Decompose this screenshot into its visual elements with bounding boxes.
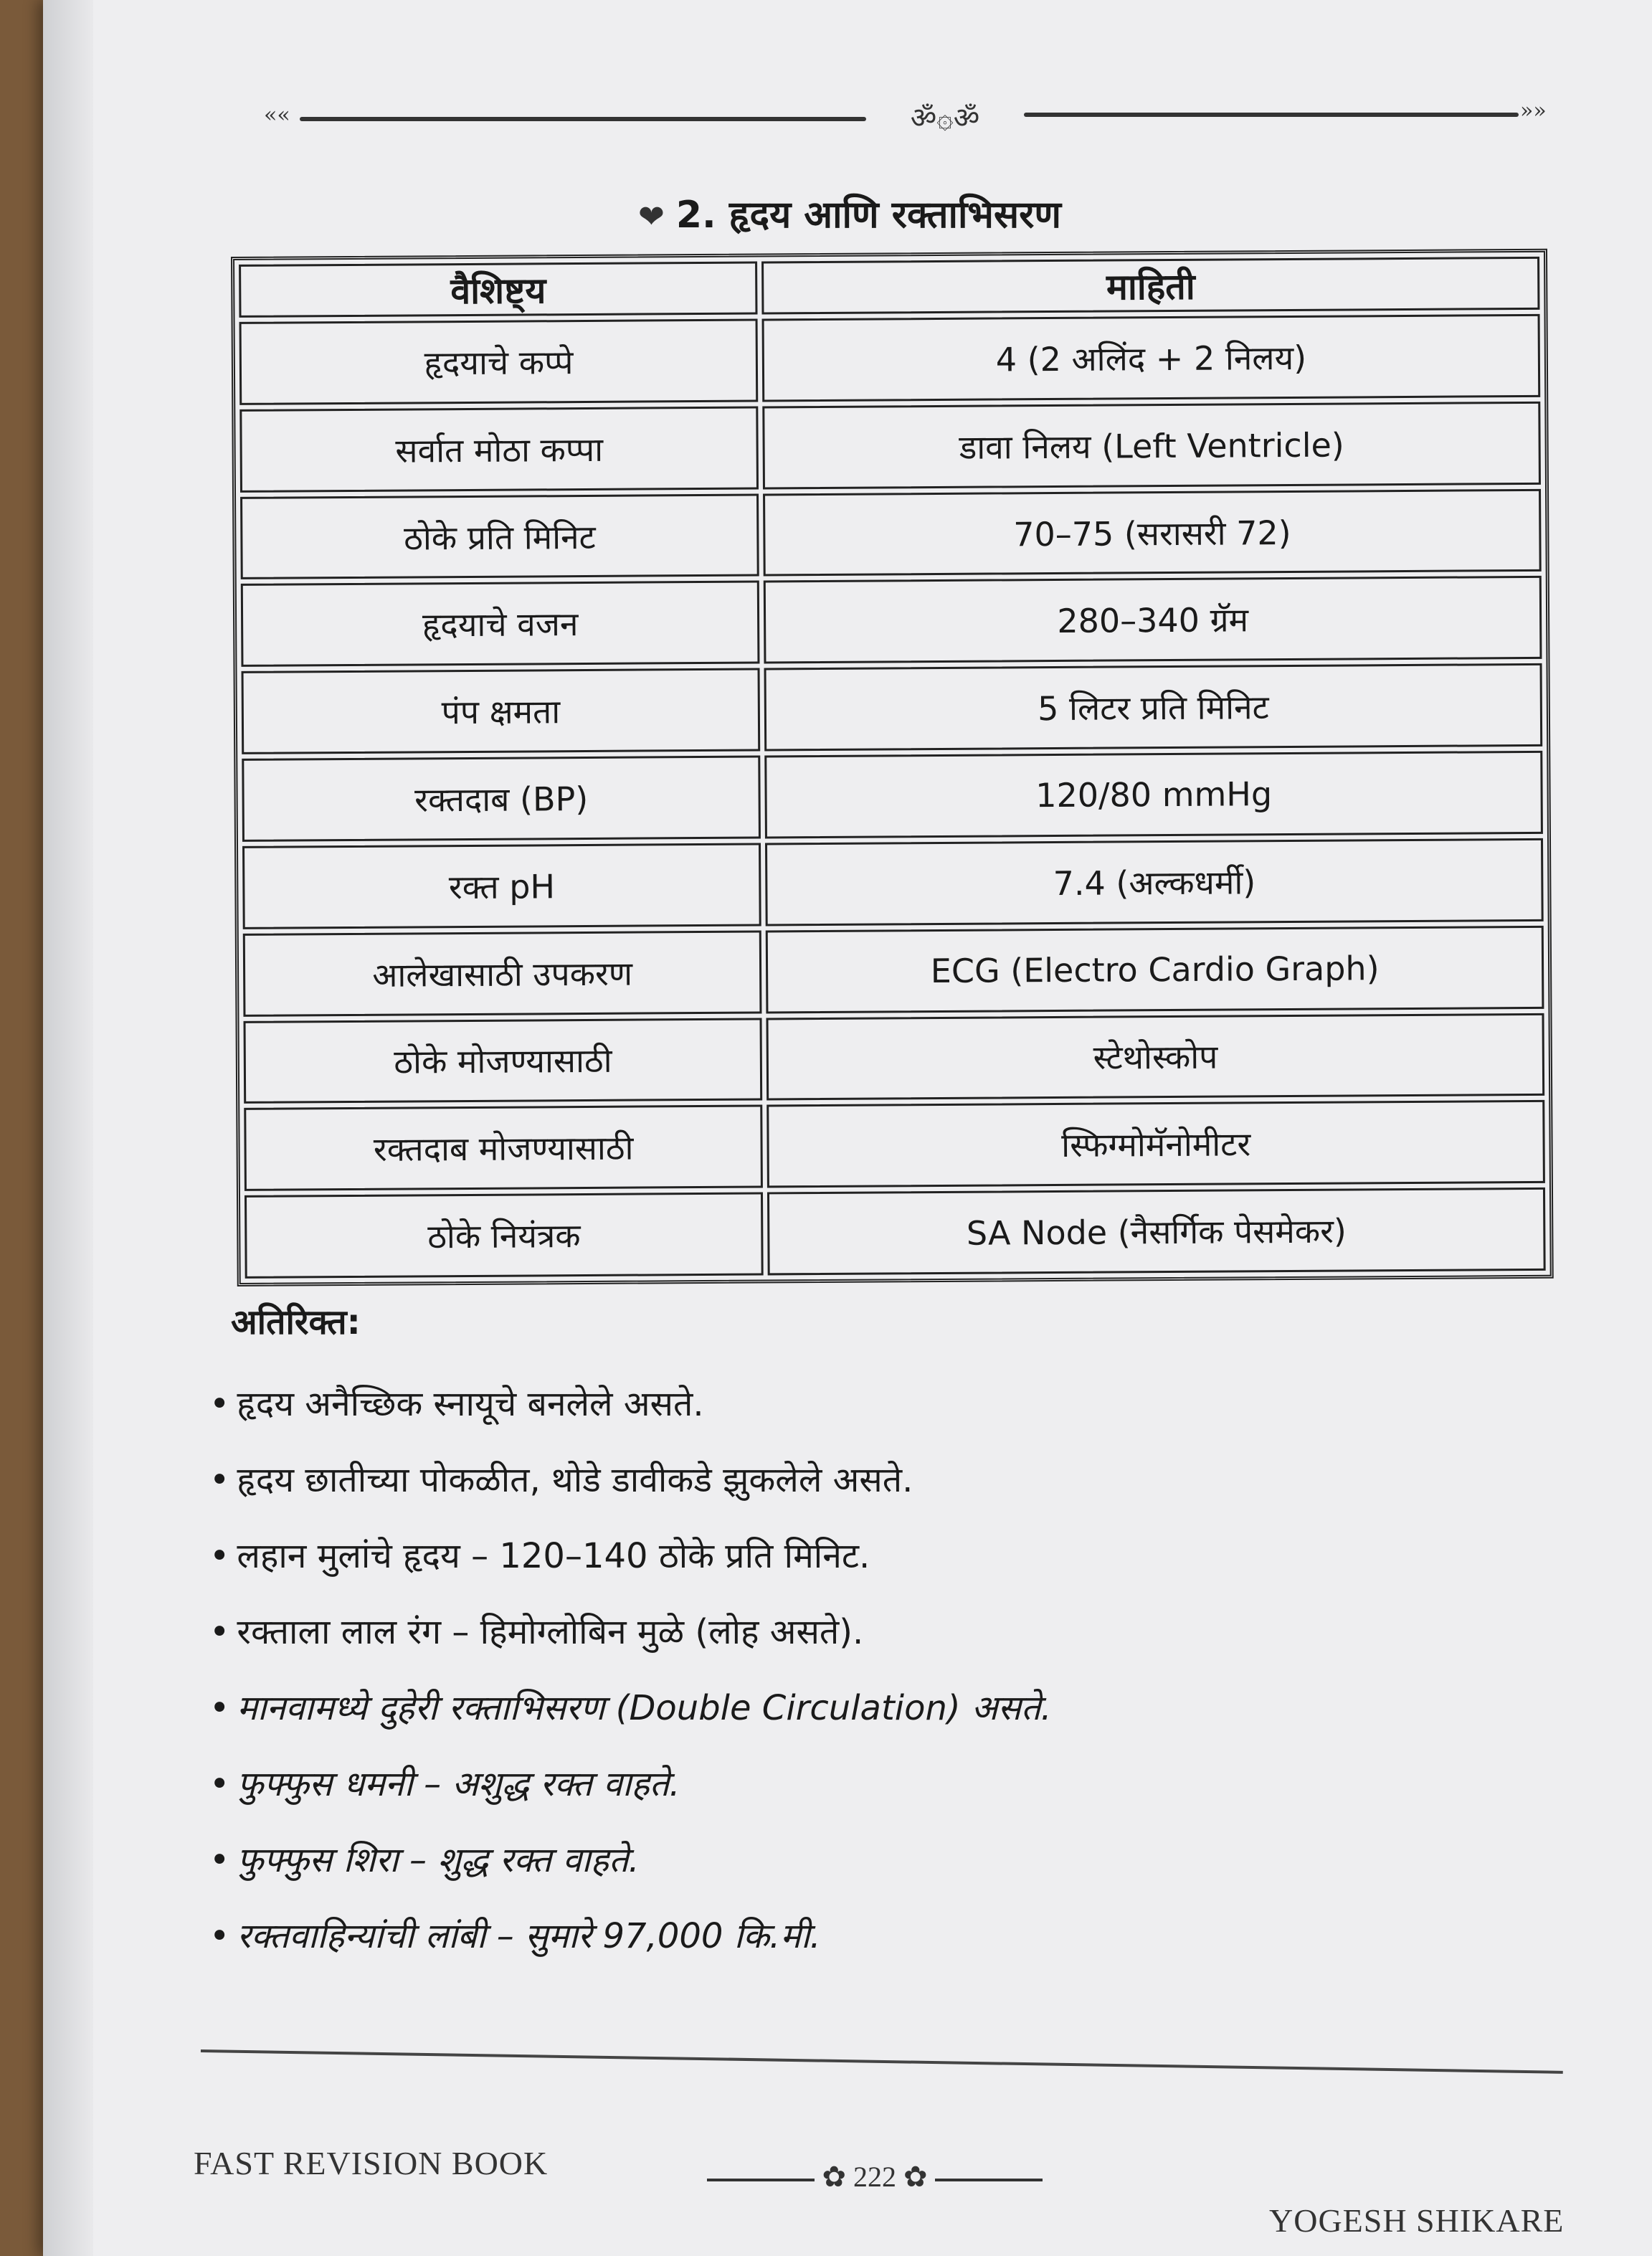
footer-divider [201, 2049, 1563, 2074]
section-title: 2. हृदय आणि रक्ताभिसरण [675, 194, 1061, 237]
table-cell-info: ECG (Electro Cardio Graph) [766, 926, 1544, 1013]
list-item-text: लहान मुलांचे हृदय – 120–140 ठोके प्रति मिनिट. [237, 1536, 870, 1576]
heart-icon: ❤ [638, 199, 665, 235]
table-cell-info: डावा निलय (Left Ventricle) [762, 402, 1540, 489]
list-item: • मानवामध्ये दुहेरी रक्ताभिसरण (Double Circulation) असते. [209, 1688, 1052, 1728]
table-row [244, 1013, 1545, 1104]
table-cell-info: SA Node (नैसर्गिक पेसमेकर) [767, 1188, 1546, 1275]
table-cell-feature: रक्तदाब (BP) [242, 756, 761, 842]
ornament-center: ॐ۞ॐ [910, 102, 980, 135]
table-cell-info: 5 लिटर प्रति मिनिट [764, 663, 1542, 751]
list-item-text: रक्तवाहिन्यांची लांबी – सुमारे 97,000 कि.मी. [237, 1916, 821, 1956]
table-row [240, 488, 1542, 579]
table-cell-feature: ठोके मोजण्यासाठी [244, 1018, 763, 1104]
table-cell-feature: आलेखासाठी उपकरण [243, 930, 762, 1016]
table-row [242, 838, 1544, 929]
list-item-text: रक्ताला लाल रंग – हिमोग्लोबिन मुळे (लोह असते). [237, 1612, 864, 1652]
footer-rule-left [707, 2179, 815, 2181]
page-edge [43, 0, 93, 2256]
table-header-row [239, 257, 1539, 318]
table-cell-info: स्टेथोस्कोप [766, 1013, 1544, 1100]
ornament-left: «« [264, 103, 290, 128]
ornament-line-left [300, 117, 866, 121]
table-row [239, 402, 1541, 493]
list-item-text: हृदय छातीच्या पोकळीत, थोडे डावीकडे झुकलेले असते. [237, 1460, 913, 1500]
table-row [244, 1100, 1545, 1191]
table-cell-info: स्फिग्मोमॅनोमीटर [766, 1100, 1544, 1188]
table-cell-feature: ठोके प्रति मिनिट [240, 493, 759, 579]
table-cell-feature: ठोके नियंत्रक [245, 1193, 764, 1279]
list-item: • फुफ्फुस धमनी – अशुद्ध रक्त वाहते. [209, 1764, 680, 1804]
page-number: 222 [853, 2161, 896, 2193]
list-item-text: मानवामध्ये दुहेरी रक्ताभिसरण (Double Circulation) असते. [237, 1688, 1052, 1728]
table-cell-feature: रक्तदाब मोजण्यासाठी [244, 1105, 763, 1191]
ornament-line-right [1024, 113, 1519, 117]
list-item: • हृदय अनैच्छिक स्नायूचे बनलेले असते. [209, 1384, 704, 1424]
table-cell-info: 70–75 (सरासरी 72) [763, 488, 1541, 576]
table-row [245, 1188, 1546, 1279]
extra-heading: अतिरिक्त: [231, 1302, 361, 1342]
list-item: • रक्ताला लाल रंग – हिमोग्लोबिन मुळे (लोह असते). [209, 1612, 864, 1652]
table-cell-feature: रक्त pH [242, 843, 761, 929]
footer-rule-right [935, 2179, 1043, 2181]
list-item: • रक्तवाहिन्यांची लांबी – सुमारे 97,000 कि.मी. [209, 1916, 821, 1956]
footer-author: YOGESH SHIKARE [1269, 2202, 1565, 2239]
list-item-text: फुफ्फुस धमनी – अशुद्ध रक्त वाहते. [237, 1764, 680, 1804]
table-cell-info: 7.4 (अल्कधर्मी) [765, 838, 1543, 926]
footer-book-title: FAST REVISION BOOK [194, 2145, 549, 2181]
book-page [43, 0, 1652, 2256]
table-row [241, 576, 1542, 667]
list-item-text: फुफ्फुस शिरा – शुद्ध रक्त वाहते. [237, 1840, 640, 1880]
info-table [231, 249, 1554, 1286]
gear-icon: ✿ [822, 2161, 846, 2193]
table-cell-info: 4 (2 अलिंद + 2 निलय) [762, 314, 1540, 402]
list-item: • फुफ्फुस शिरा – शुद्ध रक्त वाहते. [209, 1840, 640, 1880]
table-header-info: माहिती [761, 257, 1539, 315]
extra-list [209, 1366, 1500, 1974]
table-cell-info: 280–340 ग्रॅम [764, 576, 1542, 663]
table-row [242, 751, 1543, 842]
list-item: • हृदय छातीच्या पोकळीत, थोडे डावीकडे झुकलेले असते. [209, 1460, 913, 1500]
header-ornament [264, 97, 1554, 140]
table-header-feature: वैशिष्ट्य [239, 262, 758, 318]
table-row [243, 926, 1544, 1017]
footer-page-number [674, 2160, 1076, 2194]
table-row [239, 314, 1541, 405]
list-item: • लहान मुलांचे हृदय – 120–140 ठोके प्रति मिनिट. [209, 1536, 870, 1576]
table-cell-feature: हृदयाचे वजन [241, 581, 760, 667]
section-heading [638, 188, 1283, 239]
table-cell-feature: सर्वात मोठा कप्पा [239, 406, 759, 492]
table-cell-info: 120/80 mmHg [764, 751, 1542, 838]
table-cell-feature: हृदयाचे कप्पे [239, 319, 759, 405]
gear-icon: ✿ [903, 2161, 928, 2193]
table-row [242, 663, 1543, 754]
ornament-right: »» [1520, 98, 1547, 123]
list-item-text: हृदय अनैच्छिक स्नायूचे बनलेले असते. [237, 1384, 704, 1424]
table-cell-feature: पंप क्षमता [242, 668, 761, 754]
